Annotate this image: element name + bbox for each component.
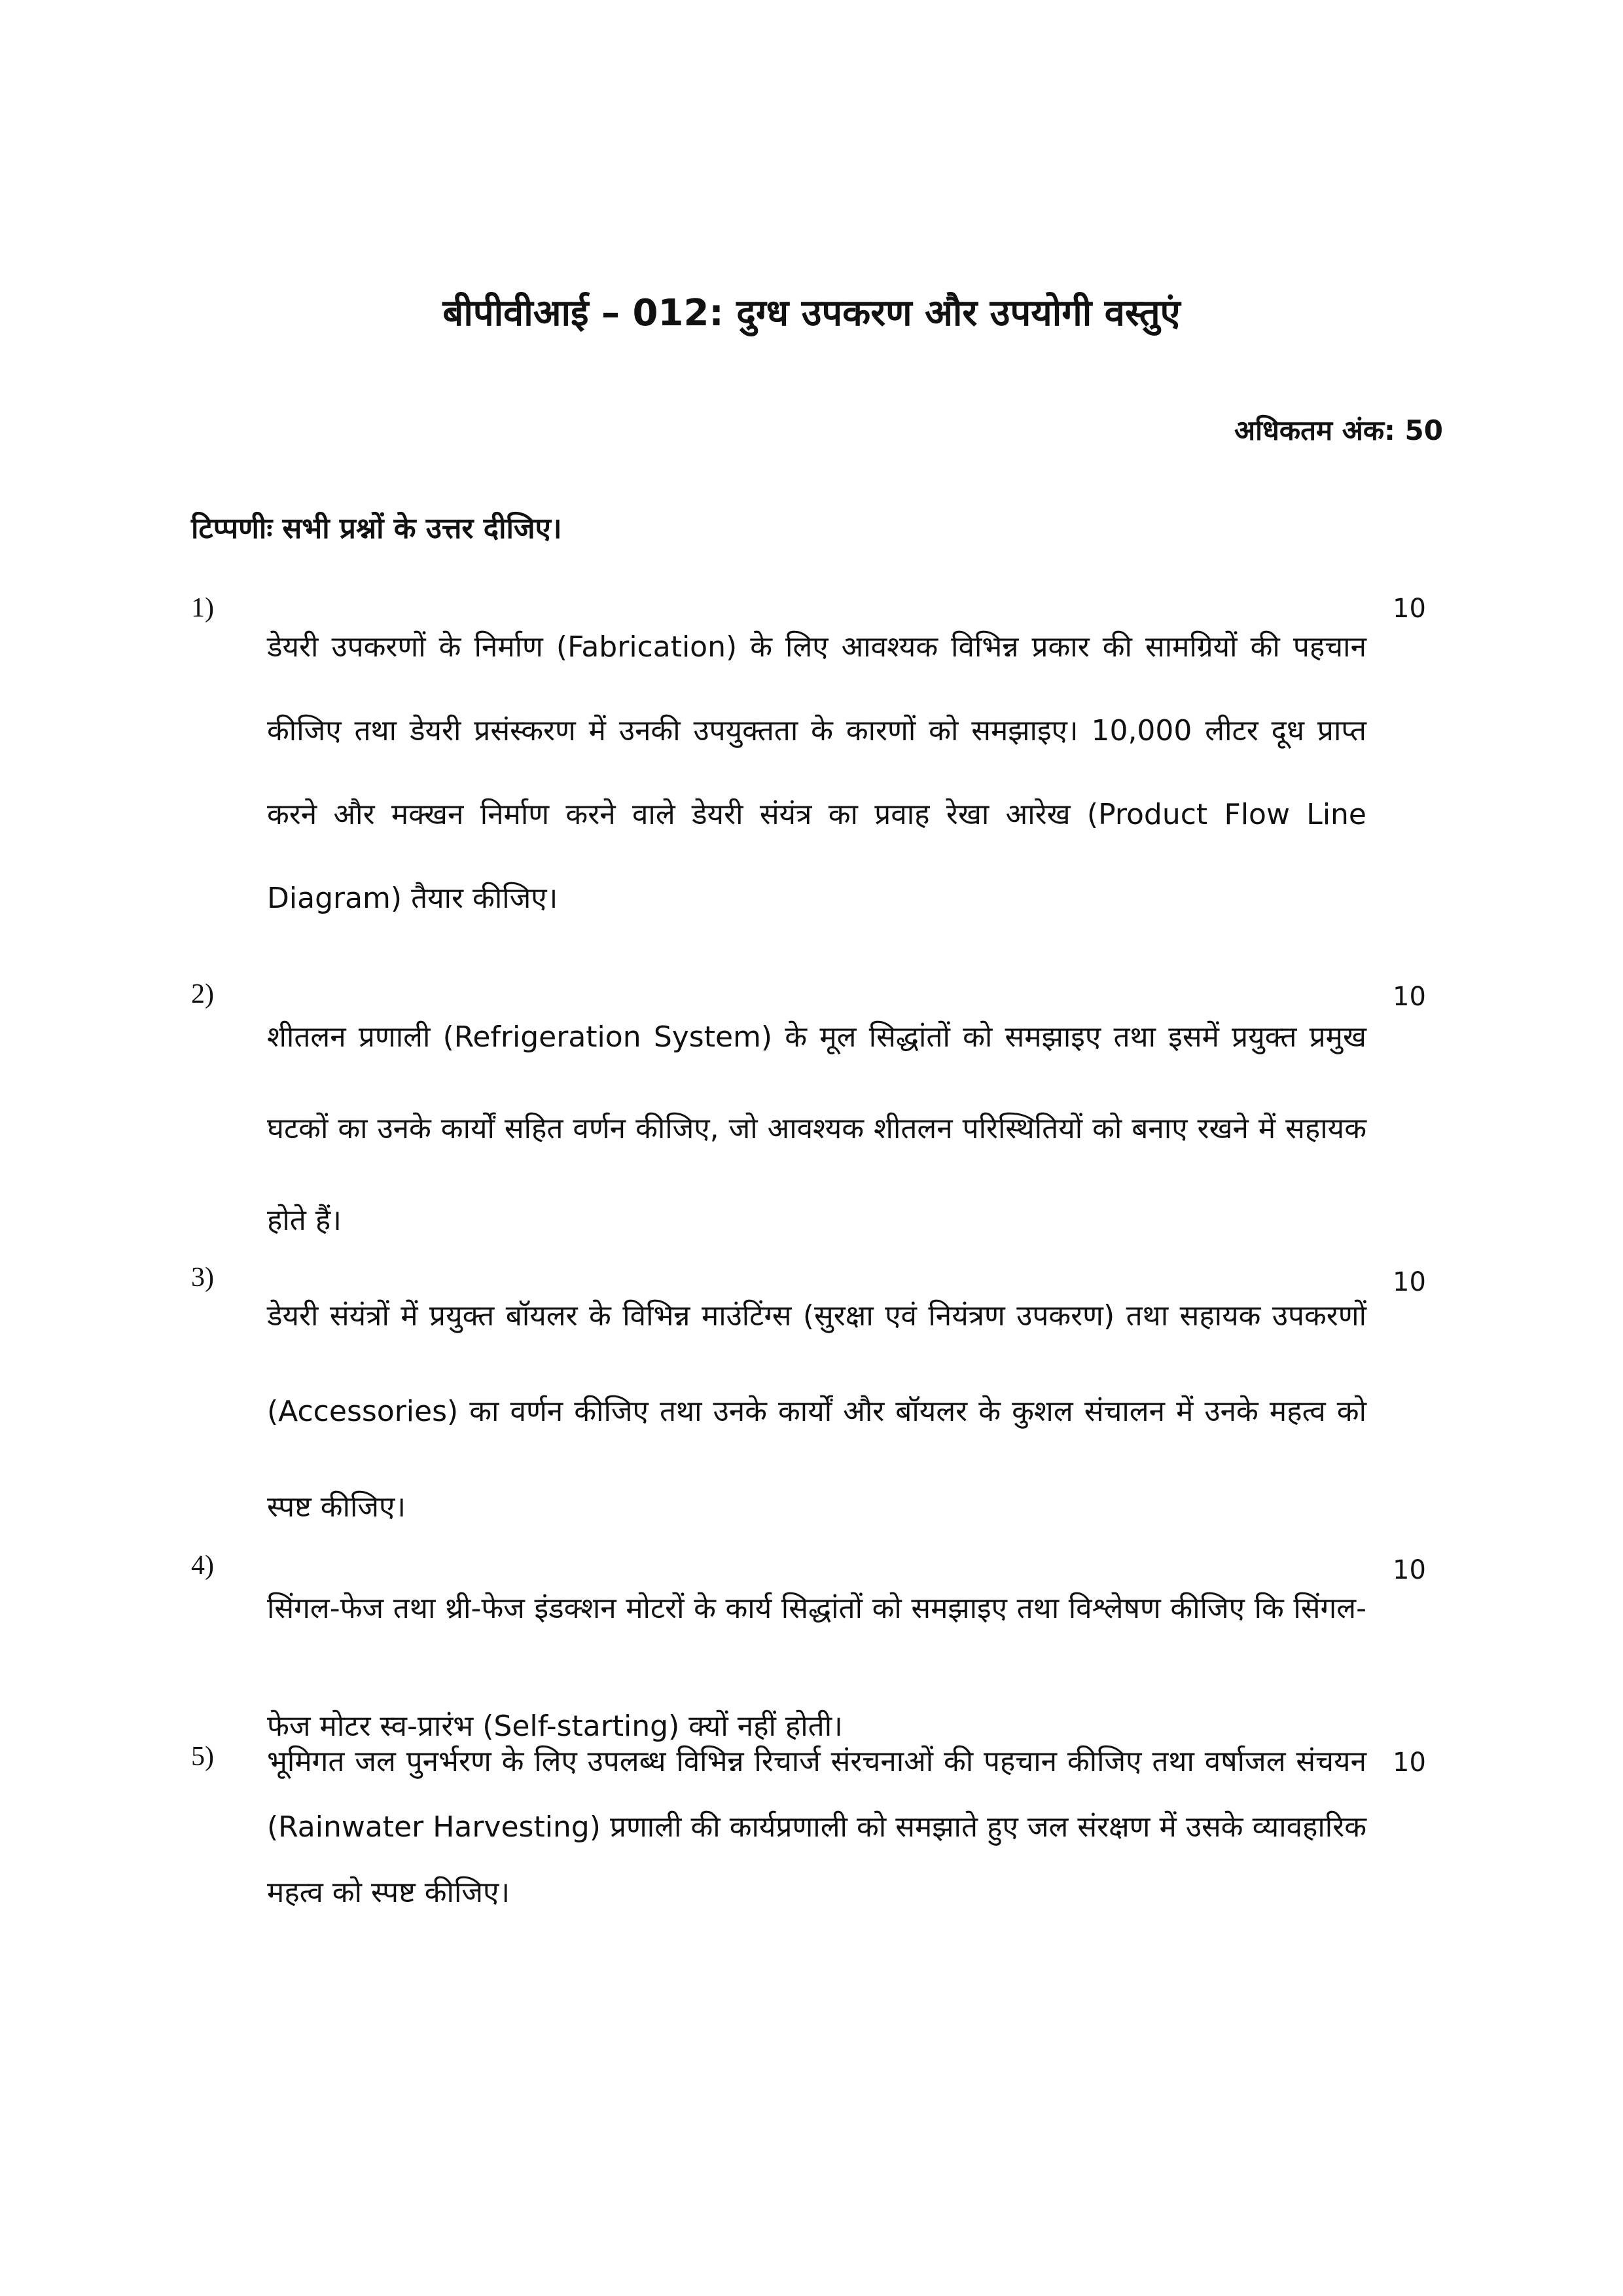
maximum-marks: अधिकतम अंक: 50 (1234, 414, 1443, 446)
instruction-note: टिप्पणीः सभी प्रश्नों के उत्तर दीजिए। (191, 512, 562, 545)
question-number: 3) (191, 1263, 214, 1293)
paper-title: बीपीवीआई – 012: दुग्ध उपकरण और उपयोगी वस्तुएं (442, 292, 1181, 334)
question-marks: 10 (1393, 1555, 1426, 1585)
question-text: भूमिगत जल पुनर्भरण के लिए उपलब्ध विभिन्न रिचार्ज संरचनाओं की पहचान कीजिए तथा वर्षाजल संचयन (Rainwater Harvesting) प्रणाली की कार्यप्रणाली को समझाते हुए जल संरक्षण में उसके व्यावहारिक महत्व को स्पष्ट कीजिए। (267, 1745, 1366, 1909)
question-marks: 10 (1393, 982, 1426, 1012)
question-number: 4) (191, 1551, 214, 1581)
question-text: शीतलन प्रणाली (Refrigeration System) के मूल सिद्धांतों को समझाइए तथा इसमें प्रयुक्त प्रमुख घटकों का उनके कार्यों सहित वर्णन कीजिए, जो आवश्यक शीतलन परिस्थितियों को बनाए रखने में सहायक होते हैं। (267, 1020, 1366, 1237)
question-text: सिंगल-फेज तथा थ्री-फेज इंडक्शन मोटरों के कार्य सिद्धांतों को समझाइए तथा विश्लेषण कीजिए कि सिंगल-फेज मोटर स्व-प्रारंभ (Self-starting) क्यों नहीं होती। (267, 1592, 1366, 1743)
question-marks: 10 (1393, 594, 1426, 624)
question-text: डेयरी उपकरणों के निर्माण (Fabrication) के लिए आवश्यक विभिन्न प्रकार की सामग्रियों की पहचान कीजिए तथा डेयरी प्रसंस्करण में उनकी उपयुक्तता के कारणों को समझाइए। 10,000 लीटर दूध प्राप्त करने और मक्खन निर्माण करने वाले डेयरी संयंत्र का प्रवाह रेखा आरेख (Product Flow Line Diagram) तैयार कीजिए। (267, 630, 1366, 915)
question-number: 2) (191, 979, 214, 1009)
question-marks: 10 (1393, 1748, 1426, 1778)
question-text: डेयरी संयंत्रों में प्रयुक्त बॉयलर के विभिन्न माउंटिंग्स (सुरक्षा एवं नियंत्रण उपकरण) तथा सहायक उपकरणों (Accessories) का वर्णन कीजिए तथा उनके कार्यों और बॉयलर के कुशल संचालन में उनके महत्व को स्पष्ट कीजिए। (267, 1299, 1366, 1524)
question-number: 5) (191, 1742, 214, 1772)
question-marks: 10 (1393, 1267, 1426, 1297)
question-number: 1) (191, 593, 214, 623)
